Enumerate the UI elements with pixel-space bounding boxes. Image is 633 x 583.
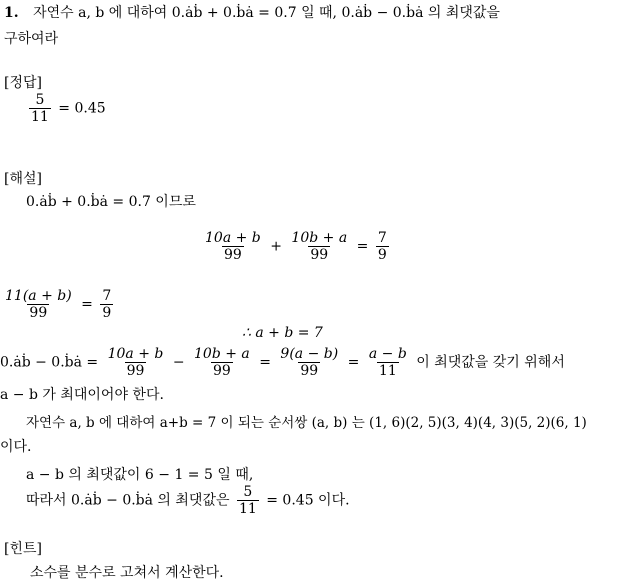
s6-post: = 0.4̇5̇ 이다.	[266, 492, 350, 509]
eq3-fraction-4	[367, 346, 409, 379]
eq1-num-1: 10a + b	[205, 230, 261, 246]
s6-fraction	[237, 484, 259, 517]
therefore-line: ∴ a + b = 7	[242, 325, 323, 341]
eq3-den-1: 99	[126, 363, 145, 379]
solution-line-5: a − b 의 최댓값이 6 − 1 = 5 일 때,	[26, 467, 254, 483]
eq3-num-3: 9(a − b)	[280, 346, 339, 362]
eq1-equals: =	[356, 238, 369, 255]
eq1-fraction-1	[203, 230, 263, 263]
eq3-den-2: 99	[212, 363, 231, 379]
solution-equation-1	[200, 230, 392, 263]
eq1-den-1: 99	[223, 247, 242, 263]
eq3-tail: 이 최댓값을 갖기 위해서	[416, 354, 565, 371]
eq2-num-2: 7	[102, 288, 112, 304]
eq1-fraction-2	[289, 230, 349, 263]
hint-label: [힌트]	[4, 541, 42, 557]
hint-text: 소수를 분수로 고쳐서 계산한다.	[30, 565, 224, 581]
eq1-den-3: 9	[377, 247, 387, 263]
eq1-den-2: 99	[310, 247, 329, 263]
answer-rhs: = 0.4̇5̇	[58, 100, 106, 117]
s6-num: 5	[243, 484, 253, 500]
solution-equation-3	[0, 346, 565, 379]
eq2-den-2: 9	[102, 305, 112, 321]
eq2-fraction-2	[100, 288, 113, 321]
answer-denominator: 11	[31, 109, 49, 125]
eq2-equals: =	[81, 296, 93, 313]
eq2-den: 99	[29, 305, 48, 321]
eq3-den-4: 11	[378, 363, 397, 379]
solution-line-6	[26, 484, 350, 517]
eq3-num-1: 10a + b	[107, 346, 164, 362]
eq1-num-3: 7	[377, 230, 387, 246]
eq1-plus: +	[270, 238, 282, 255]
eq3-equals-2: =	[347, 354, 360, 371]
answer-label: [정답]	[4, 75, 42, 91]
solution-label: [해설]	[4, 171, 42, 187]
eq3-fraction-1	[106, 346, 166, 379]
answer-expression	[26, 92, 106, 125]
eq3-equals-1: =	[259, 354, 271, 371]
eq3-num-2: 10b + a	[194, 346, 250, 362]
eq3-fraction-3	[278, 346, 340, 379]
eq3-lhs: 0.ȧḃ − 0.ḃȧ =	[0, 354, 99, 371]
eq2-num: 11(a + b)	[5, 288, 72, 304]
problem-number: 1.	[4, 5, 19, 21]
solution-equation-2	[0, 288, 116, 321]
eq3-num-4: a − b	[368, 346, 407, 362]
eq3-den-3: 99	[300, 363, 319, 379]
eq1-fraction-3	[376, 230, 389, 263]
answer-numerator: 5	[35, 92, 45, 108]
eq3-minus: −	[172, 354, 185, 371]
problem-line-2: 구하여라	[4, 31, 59, 47]
eq3-fraction-2	[192, 346, 252, 379]
problem-line-1	[4, 4, 500, 22]
answer-fraction	[29, 92, 51, 125]
s6-den: 11	[238, 501, 257, 517]
s6-pre: 따라서 0.ȧḃ − 0.ḃȧ 의 최댓값은	[26, 492, 230, 509]
solution-line-3: 자연수 a, b 에 대하여 a+b = 7 이 되는 순서쌍 (a, b) 는 (1, 6)(2, 5)(3, 4)(4, 3)(5, 2)(6, 1)	[26, 415, 587, 431]
solution-line-4: 이다.	[0, 439, 32, 455]
eq1-num-2: 10b + a	[291, 230, 348, 246]
solution-line-1: 0.ȧḃ + 0.ḃȧ = 0.7̇ 이므로	[26, 194, 196, 210]
problem-text-1: 자연수 a, b 에 대하여 0.ȧḃ + 0.ḃȧ = 0.7̇ 일 때, 0.ȧḃ − 0.ḃȧ 의 최댓값을	[33, 5, 500, 21]
solution-line-2: a − b 가 최대이어야 한다.	[0, 387, 164, 403]
eq2-fraction-1	[3, 288, 74, 321]
